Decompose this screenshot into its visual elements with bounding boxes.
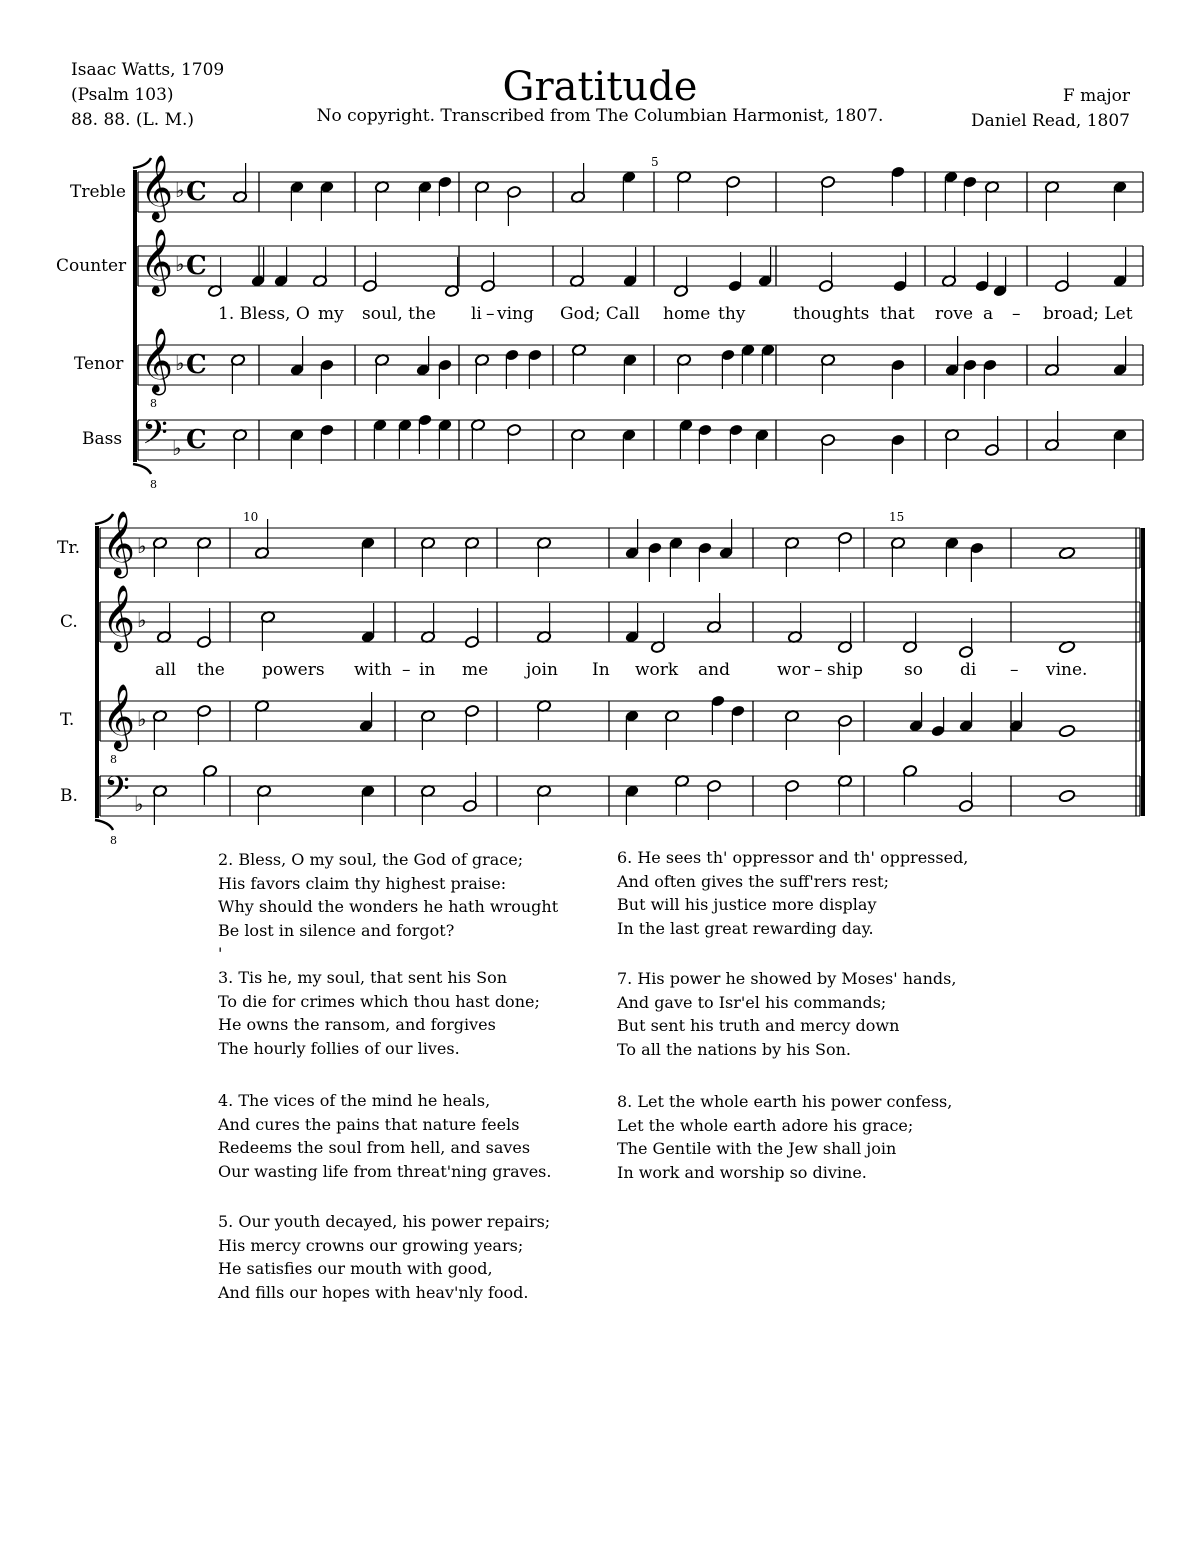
measure-number: 10 (243, 510, 259, 524)
lyric-syllable: thy (718, 304, 746, 324)
bass-clef: 𝄢 (142, 414, 168, 460)
lyric-syllable: so (904, 660, 923, 680)
bracket-hook (133, 464, 151, 474)
verse-stanza: 2. Bless, O my soul, the God of grace; His favors claim thy highest praise: Why should the wonders he hath wrought Be lost in silence and forgot? ' (218, 850, 559, 963)
flat-sign: ♭ (137, 707, 147, 731)
bass-clef: 𝄢 (104, 770, 130, 816)
part-label-bass-short: B. (60, 786, 78, 806)
lyric-syllable: my (318, 304, 344, 324)
common-time: C (186, 425, 207, 455)
lyric-syllable: work (635, 660, 679, 680)
lyric-syllable: join (526, 660, 558, 680)
lyric-syllable: home (663, 304, 711, 324)
lyric-syllable: rove (935, 304, 974, 324)
flat-sign: ♭ (137, 534, 147, 558)
poet-line: (Psalm 103) (71, 85, 174, 105)
lyric-hyphen: – (814, 660, 823, 680)
flat-sign: ♭ (137, 608, 147, 632)
octave-mark: 8 (110, 834, 117, 847)
verse-stanza: 4. The vices of the mind he heals, And cures the pains that nature feels Redeems the soul from hell, and saves Our wasting life from threat'ning graves. (218, 1091, 552, 1181)
part-label-tenor: Tenor (74, 354, 124, 374)
lyric-syllable: soul, the (362, 304, 436, 324)
common-time: C (186, 350, 207, 380)
note-head (1058, 789, 1075, 803)
lyric-syllable: the (197, 660, 225, 680)
page-title: Gratitude (502, 64, 698, 110)
treble-clef: 𝄞 (140, 155, 174, 220)
flat-sign: ♭ (172, 436, 182, 460)
lyric-syllable: di (960, 660, 977, 680)
part-label-bass: Bass (82, 429, 123, 449)
lyric-syllable: with (354, 660, 392, 680)
verse-stanza: 5. Our youth decayed, his power repairs; His mercy crowns our growing years; He satisfies our mouth with good, And fills our hopes with heav'nly food. (218, 1212, 551, 1302)
lyric-hyphen: – (1012, 304, 1021, 324)
note-head (1058, 724, 1075, 738)
flat-sign: ♭ (134, 792, 144, 816)
lyric-syllable: thoughts (793, 304, 870, 324)
lyric-syllable: a (983, 304, 994, 324)
flat-sign: ♭ (175, 178, 185, 202)
lyric-syllable: In (592, 660, 610, 680)
lyric-hyphen: – (402, 660, 411, 680)
lyric-syllable: vine. (1046, 660, 1088, 680)
bracket-hook (95, 820, 113, 830)
verse-stanza: 6. He sees th' oppressor and th' oppressed, And often gives the suff'rers rest; But will his justice more display In the last great rewarding day. (617, 848, 969, 938)
lyric-syllable: that (880, 304, 915, 324)
part-label-counter-short: C. (60, 612, 78, 632)
verse-stanza: 8. Let the whole earth his power confess, Let the whole earth adore his grace; The Gentile with the Jew shall join In work and worship so divine. (617, 1092, 953, 1182)
lyric-syllable: God; Call (560, 304, 640, 324)
part-label-counter: Counter (56, 256, 127, 276)
measure-number: 5 (651, 155, 659, 169)
part-label-tenor-short: T. (60, 710, 75, 730)
lyric-syllable: and (698, 660, 730, 680)
verse-stanza: 3. Tis he, my soul, that sent his Son To die for crimes which thou hast done; He owns the ransom, and forgives The hourly follies of our lives. (218, 968, 540, 1058)
lyric-syllable: wor (777, 660, 810, 680)
treble-clef: 𝄞 (140, 328, 174, 393)
lyric-syllable: li (471, 304, 482, 324)
composer-label: Daniel Read, 1807 (970, 111, 1130, 131)
lyric-syllable: broad; Let (1043, 304, 1133, 324)
lyric-syllable: ship (827, 660, 863, 680)
lyric-syllable: 1. Bless, O (218, 304, 310, 324)
treble-clef: 𝄞 (140, 229, 174, 294)
octave-mark: 8 (110, 753, 117, 766)
octave-mark: 8 (150, 397, 157, 410)
poet-line: Isaac Watts, 1709 (71, 60, 225, 80)
flat-sign: ♭ (175, 252, 185, 276)
treble-clef: 𝄞 (102, 684, 136, 749)
poet-line: 88. 88. (L. M.) (71, 110, 195, 130)
part-label-treble: Treble (70, 182, 126, 202)
lyric-syllable: in (419, 660, 436, 680)
page-subtitle: No copyright. Transcribed from The Columbian Harmonist, 1807. (316, 106, 884, 126)
lyric-syllable: all (155, 660, 177, 680)
flat-sign: ♭ (175, 351, 185, 375)
common-time: C (186, 251, 207, 281)
octave-mark: 8 (150, 478, 157, 491)
lyric-syllable: ving (497, 304, 534, 324)
lyric-hyphen: – (486, 304, 495, 324)
lyric-syllable: me (462, 660, 489, 680)
common-time: C (186, 177, 207, 207)
key-signature-label: F major (1062, 86, 1130, 106)
part-label-treble-short: Tr. (57, 538, 81, 558)
treble-clef: 𝄞 (102, 585, 136, 650)
lyric-hyphen: – (1010, 660, 1019, 680)
measure-number: 15 (889, 510, 905, 524)
lyric-syllable: powers (262, 660, 325, 680)
verse-stanza: 7. His power he showed by Moses' hands, And gave to Isr'el his commands; But sent his truth and mercy down To all the nations by his Son. (617, 969, 957, 1059)
treble-clef: 𝄞 (102, 511, 136, 576)
